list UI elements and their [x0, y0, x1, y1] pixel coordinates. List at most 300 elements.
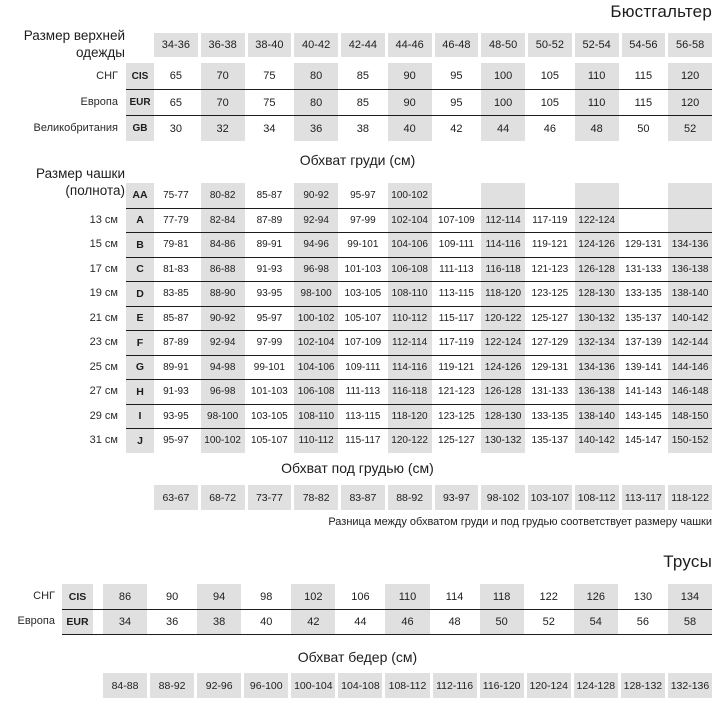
cell: 98-100	[201, 405, 245, 429]
cell: 93-97	[435, 485, 479, 510]
cup-difference-note: Разница между обхватом груди и под грудью соответствует размеру чашки	[328, 516, 712, 528]
cell: 114-116	[388, 356, 432, 380]
cell: 104-106	[388, 233, 432, 257]
cell: 102-104	[388, 209, 432, 233]
cell: 40	[388, 116, 432, 141]
cell: 90-92	[294, 183, 338, 208]
cell: 46	[543, 122, 556, 135]
cell: 65	[169, 70, 182, 82]
cell: 148-150	[668, 405, 712, 429]
cell: 54	[574, 610, 618, 634]
cell: 123-125	[438, 410, 475, 422]
cell: 150-152	[668, 429, 712, 453]
cell: 95	[450, 70, 463, 82]
cell: 36-38	[201, 33, 245, 57]
cell: 78-82	[294, 485, 338, 510]
cell: 90	[388, 90, 432, 115]
row-label: 29 см	[89, 409, 118, 422]
cell: 70	[201, 90, 245, 115]
cell: 84-86	[201, 233, 245, 257]
cell: 100-102	[294, 307, 338, 331]
row-cells	[154, 380, 712, 404]
cell: 119-121	[531, 239, 568, 251]
cell: 36	[294, 116, 338, 141]
row-label: 21 см	[89, 311, 118, 324]
cell: 101-103	[344, 263, 382, 275]
cell: 40-42	[294, 33, 338, 57]
cell: 107-109	[438, 214, 475, 226]
cell: 121-123	[531, 263, 569, 275]
cell	[575, 183, 619, 208]
cell: 115-117	[438, 312, 474, 324]
cell: 54-56	[622, 33, 666, 57]
cell: 109-111	[345, 361, 381, 373]
cell: 38	[356, 122, 369, 135]
cell: 83-85	[163, 288, 189, 300]
cell: 131-133	[531, 386, 569, 398]
cell: 40	[260, 616, 273, 628]
cell: 42-44	[341, 33, 385, 57]
row-label: 27 см	[89, 385, 118, 397]
cell: 128-130	[481, 405, 525, 429]
cell: 118-120	[388, 405, 432, 429]
row-label: СНГ	[96, 70, 118, 82]
cell: 110	[575, 63, 619, 89]
cell	[622, 209, 666, 233]
cell: 120-124	[527, 673, 571, 698]
cell: 141-143	[625, 386, 662, 398]
cell: 88-92	[388, 485, 432, 510]
cell: 32	[201, 116, 245, 141]
cell: 112-116	[433, 673, 477, 698]
row-code-badge: J	[126, 429, 154, 453]
cell: 94-96	[294, 233, 338, 257]
cell: 99-101	[347, 239, 379, 251]
cell: 128-130	[575, 282, 619, 306]
cell: 106	[351, 590, 370, 603]
cell: 130-132	[481, 429, 525, 453]
row-cells	[154, 429, 712, 453]
cell: 52-54	[575, 33, 619, 57]
cell: 68-72	[201, 485, 245, 510]
cell: 80	[294, 90, 338, 115]
cell: 77-79	[163, 214, 189, 226]
cell: 97-99	[256, 337, 283, 349]
cell: 34	[103, 610, 147, 634]
row-label: Европа	[80, 96, 118, 108]
cell: 109-111	[438, 239, 474, 251]
cell: 102	[291, 584, 335, 609]
bra-section-title: Бюстгальтер	[610, 2, 712, 21]
cell: 110	[575, 90, 619, 115]
row-cells	[154, 233, 712, 257]
cell: 96-100	[244, 673, 288, 698]
row-cells	[103, 610, 712, 634]
cell: 134-136	[575, 356, 619, 380]
cell: 105	[540, 70, 560, 82]
cell: 85	[356, 70, 369, 82]
cell: 106-108	[388, 258, 432, 282]
cell: 81-83	[163, 263, 189, 275]
cell: 105	[540, 96, 560, 109]
hips-row	[103, 673, 712, 698]
cell: 108-112	[575, 485, 619, 510]
cell: 106-108	[294, 380, 338, 404]
cell: 70	[201, 63, 245, 89]
table-row	[62, 584, 712, 609]
cell: 133-135	[625, 288, 662, 300]
cell	[668, 183, 712, 208]
cell: 93-95	[256, 288, 283, 300]
row-cells	[103, 584, 712, 609]
row-code-badge: CIS	[62, 584, 93, 609]
row-code-badge: EUR	[62, 610, 93, 634]
cell: 133-135	[531, 410, 569, 422]
cell: 129-131	[531, 361, 569, 373]
cell: 125-127	[531, 312, 569, 324]
cell: 73-77	[248, 485, 292, 510]
cell: 50-52	[528, 33, 572, 57]
cell: 108-110	[388, 282, 432, 306]
cell: 103-105	[344, 288, 382, 300]
cell: 44-46	[388, 33, 432, 57]
cell: 30	[169, 122, 182, 135]
table-row	[126, 89, 712, 115]
cell: 58	[668, 610, 712, 634]
cell: 50	[637, 122, 650, 135]
row-label: Великобритания	[33, 122, 118, 134]
cell: 79-81	[163, 239, 189, 251]
cell: 89-91	[163, 361, 189, 373]
cell: 114	[445, 590, 464, 603]
cell: 75	[263, 70, 276, 82]
cell: 100	[481, 90, 525, 115]
cell: 84-88	[103, 673, 147, 698]
cell: 140-142	[575, 429, 619, 453]
cell: 102-104	[294, 331, 338, 355]
cell: 101-103	[251, 386, 288, 398]
cell: 138-140	[575, 405, 619, 429]
cell: 85-87	[256, 189, 283, 201]
cell: 104-106	[294, 356, 338, 380]
table-row	[126, 232, 712, 257]
cell: 89-91	[256, 239, 283, 251]
row-cells	[154, 282, 712, 306]
cell: 110-112	[294, 429, 338, 453]
cell: 38-40	[248, 33, 292, 57]
row-label: Европа	[17, 615, 55, 627]
row-cells	[154, 307, 712, 331]
cell: 98-102	[481, 485, 525, 510]
cell: 112-114	[481, 209, 525, 233]
cell: 124-128	[574, 673, 618, 698]
cell: 110-112	[388, 307, 432, 331]
cell: 107-109	[344, 337, 382, 349]
cell: 135-137	[625, 312, 662, 324]
cell: 92-94	[201, 331, 245, 355]
row-code-badge: H	[126, 380, 154, 404]
cell: 126-128	[481, 380, 525, 404]
cell: 92-96	[197, 673, 241, 698]
row-label: 23 см	[89, 336, 118, 348]
table-row	[126, 330, 712, 355]
row-code-badge: A	[126, 209, 154, 233]
cell: 105-107	[344, 312, 382, 324]
cell: 136-138	[668, 258, 712, 282]
cell: 143-145	[625, 410, 662, 422]
table-row	[126, 183, 712, 208]
row-label: 31 см	[89, 434, 118, 446]
cell: 48-50	[481, 33, 525, 57]
cell: 124-126	[481, 356, 525, 380]
cell: 120	[668, 90, 712, 115]
cell: 124-126	[575, 233, 619, 257]
cell: 65	[169, 96, 182, 109]
cell: 100-104	[291, 673, 335, 698]
cell: 85	[356, 96, 369, 109]
cell: 115	[634, 96, 653, 109]
cell: 105-107	[251, 435, 288, 447]
cell: 132-134	[575, 331, 619, 355]
row-cells	[154, 209, 712, 233]
bra-size-label: Размер верхней одежды	[23, 28, 125, 60]
cell: 44	[354, 616, 367, 628]
cell: 138-140	[668, 282, 712, 306]
cell: 111-113	[439, 263, 474, 275]
cell: 92-94	[294, 209, 338, 233]
row-cells	[154, 405, 712, 429]
cell: 88-92	[150, 673, 194, 698]
cell: 108-110	[294, 405, 338, 429]
cell: 119-121	[438, 361, 475, 373]
cell: 95	[450, 96, 463, 109]
cell: 96-98	[294, 258, 338, 282]
cell: 34-36	[154, 33, 198, 57]
cell: 34	[263, 122, 276, 135]
cell: 123-125	[531, 288, 569, 300]
table-row	[126, 379, 712, 404]
cell: 136-138	[575, 380, 619, 404]
cell: 120-122	[481, 307, 525, 331]
cell: 103-107	[528, 485, 572, 510]
cell: 135-137	[531, 435, 569, 447]
table-row	[126, 355, 712, 380]
cell: 50	[480, 610, 524, 634]
cell: 99-101	[253, 361, 285, 373]
row-cells	[154, 183, 712, 208]
cell: 88-90	[201, 282, 245, 306]
cell: 56	[636, 616, 649, 628]
cell	[622, 183, 666, 208]
cell	[481, 183, 525, 208]
cell: 118-122	[668, 485, 712, 510]
cell: 126-128	[575, 258, 619, 282]
underbust-section-header: Обхват под грудью (см)	[281, 460, 434, 476]
cell: 144-146	[668, 356, 712, 380]
cell: 42	[291, 610, 335, 634]
cell: 42	[450, 122, 463, 135]
table-row	[126, 115, 712, 141]
cell: 90-92	[201, 307, 245, 331]
row-cells	[154, 63, 712, 89]
table-row	[126, 428, 712, 453]
cell: 114-116	[481, 233, 525, 257]
cell: 82-84	[201, 209, 245, 233]
cell: 132-136	[668, 673, 712, 698]
cell: 95-97	[350, 189, 376, 201]
cell: 90	[165, 590, 179, 603]
cell: 80	[294, 63, 338, 89]
cell: 117-119	[438, 337, 474, 349]
cell: 126	[574, 584, 618, 609]
table-row	[126, 281, 712, 306]
cup-size-table	[126, 183, 712, 453]
cell: 91-93	[256, 263, 283, 275]
cell: 108-112	[385, 673, 429, 698]
table-row	[126, 63, 712, 89]
cell: 122-124	[575, 209, 619, 233]
cell: 130-132	[575, 307, 619, 331]
cell: 118	[480, 584, 524, 609]
row-code-badge: C	[126, 258, 154, 282]
cell: 98	[260, 590, 273, 603]
cell: 117-119	[532, 214, 568, 226]
cell: 112-114	[388, 331, 432, 355]
cell: 134-136	[668, 233, 712, 257]
table-row	[126, 306, 712, 331]
row-label: 17 см	[89, 262, 118, 275]
cell: 87-89	[163, 337, 189, 349]
cell: 146-148	[668, 380, 712, 404]
cell: 130	[633, 590, 653, 603]
table-row	[126, 208, 712, 233]
cell: 96-98	[201, 380, 245, 404]
cell: 129-131	[625, 239, 662, 251]
cell: 137-139	[625, 337, 662, 349]
row-code-badge: AA	[126, 183, 154, 208]
cup-size-label: Размер чашки (полнота)	[36, 166, 125, 198]
cell: 83-87	[341, 485, 385, 510]
cell	[528, 183, 572, 208]
row-cells	[154, 331, 712, 355]
cell: 48	[448, 616, 461, 628]
cell: 103-105	[251, 410, 288, 422]
cell: 86-88	[201, 258, 245, 282]
cell: 95-97	[256, 312, 283, 324]
cell: 95-97	[163, 435, 189, 447]
cell: 91-93	[163, 386, 189, 398]
cell: 128-132	[621, 673, 665, 698]
row-cells	[154, 116, 712, 141]
cell	[668, 209, 712, 233]
cell: 93-95	[163, 410, 189, 422]
cell: 38	[197, 610, 241, 634]
row-code-badge: GB	[126, 116, 154, 141]
cell: 115	[634, 70, 653, 82]
cell: 56-58	[668, 33, 712, 57]
row-code-badge: B	[126, 233, 154, 257]
cell: 113-115	[438, 288, 474, 300]
cell: 86	[103, 584, 147, 609]
cell: 142-144	[668, 331, 712, 355]
row-code-badge: F	[126, 331, 154, 355]
table-row	[62, 609, 712, 634]
bra-size-header-row	[154, 33, 712, 57]
cell: 63-67	[154, 485, 198, 510]
cell: 116-118	[388, 380, 432, 404]
row-code-badge: G	[126, 356, 154, 380]
cell: 122-124	[481, 331, 525, 355]
briefs-section-title: Трусы	[663, 552, 712, 571]
cell: 94-98	[201, 356, 245, 380]
cell: 145-147	[625, 435, 662, 447]
row-code-badge: EUR	[126, 90, 154, 115]
cell	[435, 183, 479, 208]
row-label: СНГ	[33, 590, 55, 602]
cell: 122	[539, 590, 558, 603]
cell: 52	[542, 616, 555, 628]
cell: 48	[575, 116, 619, 141]
cell: 120	[668, 63, 712, 89]
row-cells	[154, 258, 712, 282]
cell: 52	[668, 116, 712, 141]
cell: 113-117	[622, 485, 666, 510]
cell: 113-115	[345, 410, 381, 422]
cell: 75	[263, 96, 276, 109]
chest-section-header: Обхват груди (см)	[299, 152, 416, 168]
row-label: 15 см	[89, 238, 118, 250]
row-label: 13 см	[89, 213, 118, 226]
cell: 134	[668, 584, 712, 609]
bra-size-table	[126, 63, 712, 141]
row-code-badge: I	[126, 405, 154, 429]
cell: 118-120	[481, 282, 525, 306]
row-label: 25 см	[89, 360, 118, 373]
cell: 116-120	[480, 673, 524, 698]
cell: 46	[385, 610, 429, 634]
cell: 46-48	[435, 33, 479, 57]
cell: 90	[388, 63, 432, 89]
hips-section-header: Обхват бедер (см)	[297, 649, 418, 665]
cell: 115-117	[345, 435, 381, 447]
cell: 100	[481, 63, 525, 89]
cell: 131-133	[625, 263, 662, 275]
cell: 139-141	[625, 361, 662, 373]
cell: 97-99	[350, 214, 376, 226]
cell: 36	[165, 616, 179, 628]
row-cells	[154, 356, 712, 380]
cell: 100-102	[201, 429, 245, 453]
cell: 116-118	[481, 258, 525, 282]
cell: 104-108	[338, 673, 382, 698]
cell: 125-127	[438, 435, 475, 447]
cell: 98-100	[294, 282, 338, 306]
cell: 120-122	[388, 429, 432, 453]
cell: 111-113	[345, 386, 381, 398]
cell: 85-87	[163, 312, 189, 324]
table-row	[126, 404, 712, 429]
cell: 75-77	[163, 189, 189, 201]
table-row	[126, 257, 712, 282]
row-label: 19 см	[89, 287, 118, 299]
cell: 44	[481, 116, 525, 141]
cell: 127-129	[531, 337, 569, 349]
row-cells	[154, 90, 712, 115]
row-code-badge: E	[126, 307, 154, 331]
cell: 100-102	[388, 183, 432, 208]
cell: 110	[385, 584, 429, 609]
row-code-badge: D	[126, 282, 154, 306]
